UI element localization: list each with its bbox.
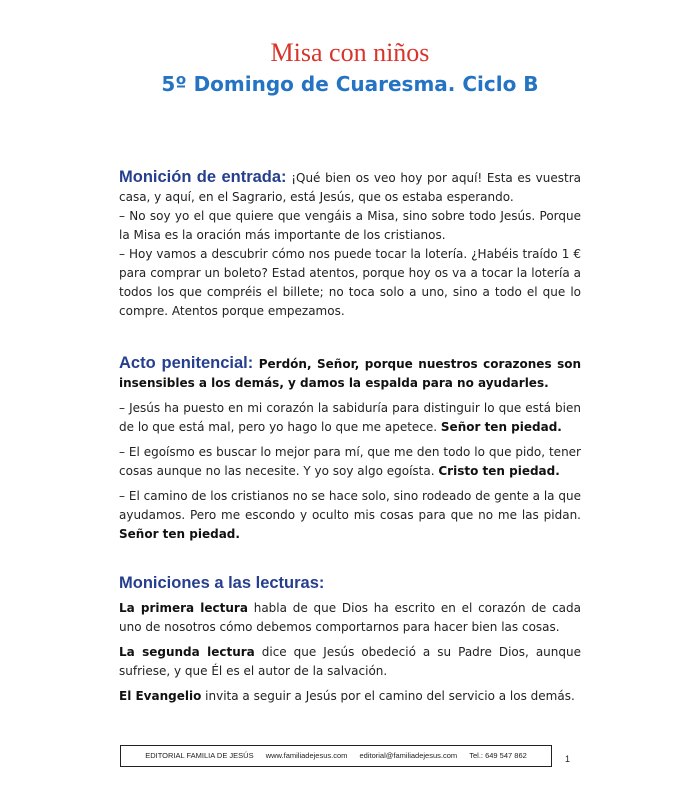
lecturas-l2-label: La segunda lectura bbox=[119, 645, 255, 659]
entrada-paragraph-1: – No soy yo el que quiere que vengáis a Misa, sino sobre todo Jesús. Porque la Misa es la oración más importante de los cristianos. bbox=[119, 209, 581, 242]
lecturas-l3-label: El Evangelio bbox=[119, 689, 202, 703]
lecturas-paragraph-2 bbox=[119, 643, 581, 681]
lecturas-l3-text: invita a seguir a Jesús por el camino del servicio a los demás. bbox=[201, 689, 575, 703]
lecturas-paragraph-1 bbox=[119, 599, 581, 637]
footer-phone: Tel.: 649 547 862 bbox=[469, 751, 527, 760]
penitencial-paragraph-2 bbox=[119, 443, 581, 481]
lecturas-heading: Moniciones a las lecturas: bbox=[119, 574, 325, 592]
penitencial-p3-text: – El camino de los cristianos no se hace solo, sino rodeado de gente a la que ayudamos. Pero me escondo y oculto mis cosas para que no me las pidan. bbox=[119, 489, 581, 522]
penitencial-p2-text: – El egoísmo es buscar lo mejor para mí, que me den todo lo que pido, tener cosas aunque no las necesite. Y yo soy algo egoísta. bbox=[119, 445, 581, 478]
entrada-heading: Monición de entrada: bbox=[119, 168, 287, 186]
penitencial-heading: Acto penitencial: bbox=[119, 354, 254, 372]
footer-web-link[interactable]: www.familiadejesus.com bbox=[265, 751, 348, 760]
lecturas-l1-label: La primera lectura bbox=[119, 601, 248, 615]
lecturas-paragraph-3 bbox=[119, 687, 581, 706]
penitencial-p2-response: Cristo ten piedad. bbox=[438, 464, 560, 478]
entrada-intro-paragraph bbox=[119, 168, 581, 207]
footer-box bbox=[120, 745, 552, 767]
footer-email-link[interactable]: editorial@familiadejesus.com bbox=[359, 751, 458, 760]
document-subtitle: 5º Domingo de Cuaresma. Ciclo B bbox=[161, 72, 539, 96]
penitencial-intro-text: Perdón, Señor, porque nuestros corazones son insensibles a los demás, y damos la espalda para no ayudarles. bbox=[119, 357, 582, 390]
penitencial-intro-paragraph bbox=[119, 354, 581, 393]
entrada-intro-text: ¡Qué bien os veo hoy por aquí! Esta es vuestra casa, y aquí, en el Sagrario, está Jesús, que os estaba esperando. bbox=[119, 171, 581, 204]
page-number: 1 bbox=[565, 754, 571, 764]
penitencial-p3-response: Señor ten piedad. bbox=[119, 527, 240, 541]
document-title: Misa con niños bbox=[270, 38, 430, 67]
penitencial-p1-text: – Jesús ha puesto en mi corazón la sabiduría para distinguir lo que está bien de lo que está mal, pero yo hago lo que me apetece. bbox=[119, 401, 581, 434]
lecturas-l2-text: dice que Jesús obedeció a su Padre Dios, aunque sufriese, y que Él es el autor de la salvación. bbox=[119, 645, 581, 678]
penitencial-paragraph-1 bbox=[119, 399, 581, 437]
section-acto-penitencial bbox=[119, 354, 581, 544]
penitencial-p1-response: Señor ten piedad. bbox=[440, 420, 562, 434]
section-lecturas bbox=[119, 574, 581, 706]
penitencial-paragraph-3 bbox=[119, 487, 581, 544]
lecturas-l1-text: habla de que Dios ha escrito en el corazón de cada uno de nosotros cómo debemos comportarnos para hacer bien las cosas. bbox=[119, 601, 581, 634]
section-monicion-entrada bbox=[119, 168, 581, 321]
footer-publisher: EDITORIAL FAMILIA DE JESÚS bbox=[145, 751, 254, 760]
entrada-paragraph-2: – Hoy vamos a descubrir cómo nos puede tocar la lotería. ¿Habéis traído 1 € para comprar un boleto? Estad atentos, porque hoy os va a tocar la lotería a todos los que compréis el billete; no toca solo a uno, sino a todo el que lo compre. Atentos porque empezamos. bbox=[119, 247, 581, 318]
